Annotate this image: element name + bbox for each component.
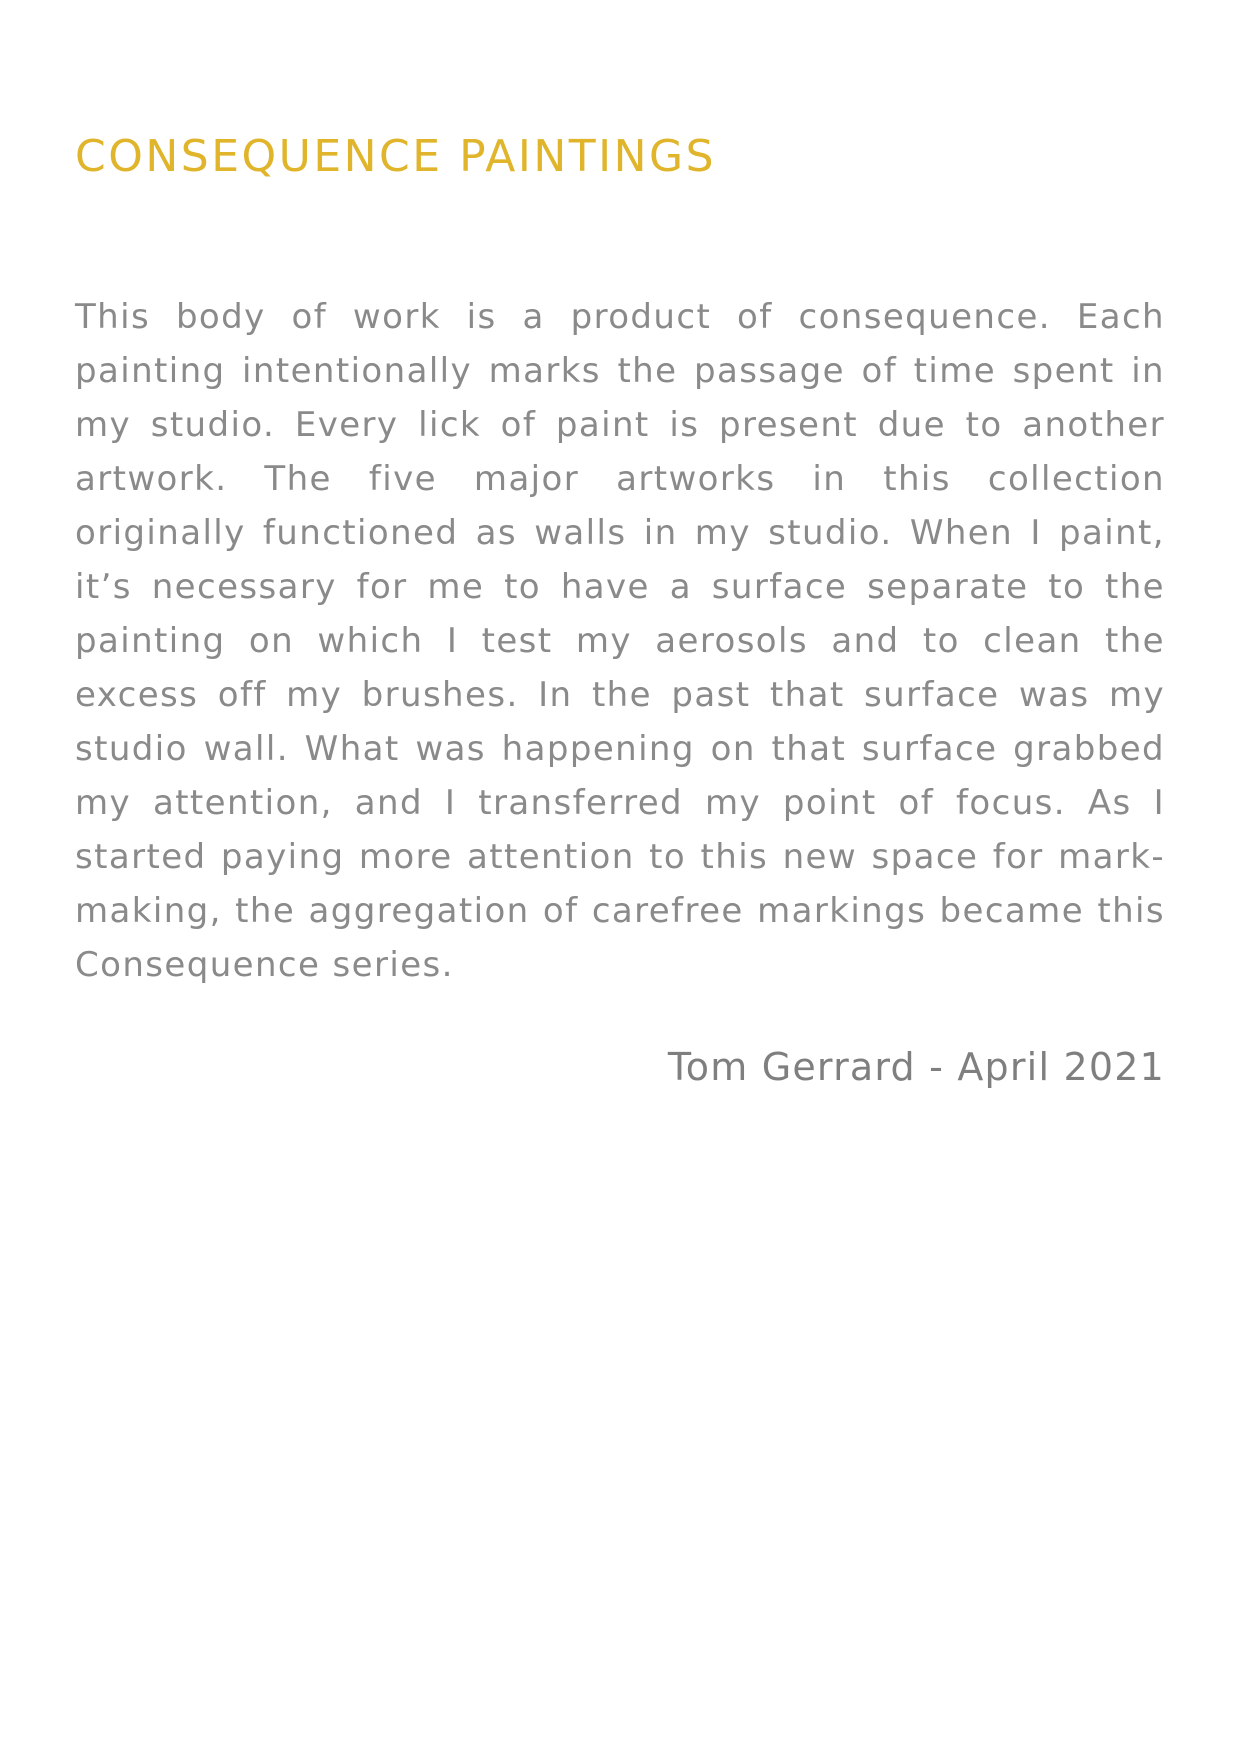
author-signature: Tom Gerrard - April 2021	[667, 1045, 1165, 1089]
body-paragraph: This body of work is a product of consequence. Each painting intentionally marks the passage of time spent in my studio. Every lick of paint is present due to another artwork. The five major artworks in this collection originally functioned as walls in my studio. When I paint, it’s necessary for me to have a surface separate to the painting on which I test my aerosols and to clean the excess off my brushes. In the past that surface was my studio wall. What was happening on that surface grabbed my attention, and I transferred my point of focus. As I started paying more attention to this new space for mark-making, the aggregation of carefree markings became this Consequence series.	[75, 297, 1165, 985]
page-title: CONSEQUENCE PAINTINGS	[75, 131, 717, 182]
